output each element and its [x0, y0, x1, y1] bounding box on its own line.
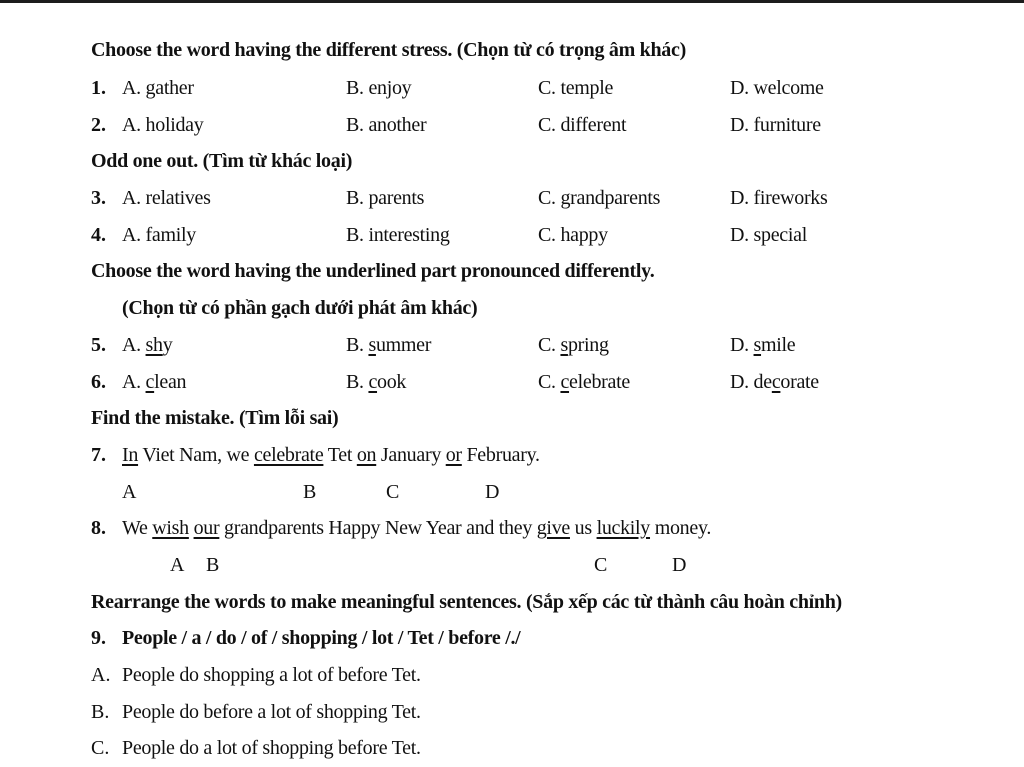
option-b: B. summer [346, 334, 432, 356]
question-number: 9. [91, 627, 106, 649]
option-d: D. special [730, 224, 807, 246]
answer-label: A. [91, 664, 111, 686]
option-c: C. happy [538, 224, 608, 246]
option-a: A. gather [122, 77, 194, 99]
option-c: C. spring [538, 334, 609, 356]
mark-label-b: B [206, 554, 220, 576]
option-c: C. grandparents [538, 187, 661, 209]
sentence: In Viet Nam, we celebrate Tet on January or February. [122, 444, 540, 466]
question-number: 8. [91, 517, 106, 539]
question-number: 7. [91, 444, 106, 466]
option-b: B. cook [346, 371, 407, 393]
section-heading-pronunciation: Choose the word having the underlined part pronounced differently. [91, 260, 655, 282]
option-d: D. furniture [730, 114, 821, 136]
question-number: 1. [91, 77, 106, 99]
mark-label-c: C [594, 554, 608, 576]
option-a: A. relatives [122, 187, 211, 209]
section-heading-mistake: Find the mistake. (Tìm lỗi sai) [91, 407, 339, 429]
option-d: D. decorate [730, 371, 819, 393]
option-d: D. fireworks [730, 187, 828, 209]
answer-label: B. [91, 701, 110, 723]
section-heading-rearrange: Rearrange the words to make meaningful sentences. (Sắp xếp các từ thành câu hoàn chỉnh) [91, 591, 842, 613]
option-a: A. family [122, 224, 196, 246]
top-border [0, 0, 1024, 3]
question-number: 4. [91, 224, 106, 246]
option-b: B. enjoy [346, 77, 412, 99]
mark-label-c: C [386, 481, 400, 503]
question-number: 3. [91, 187, 106, 209]
mark-label-d: D [672, 554, 687, 576]
answer-text: People do a lot of shopping before Tet. [122, 737, 421, 759]
section-heading-stress: Choose the word having the different stress. (Chọn từ có trọng âm khác) [91, 39, 686, 61]
option-c: C. celebrate [538, 371, 630, 393]
answer-text: People do shopping a lot of before Tet. [122, 664, 421, 686]
option-b: B. interesting [346, 224, 450, 246]
option-a: A. clean [122, 371, 187, 393]
option-b: B. another [346, 114, 427, 136]
question-number: 5. [91, 334, 106, 356]
option-a: A. shy [122, 334, 173, 356]
option-a: A. holiday [122, 114, 204, 136]
option-c: C. temple [538, 77, 614, 99]
question-prompt: People / a / do / of / shopping / lot / Tet / before /./ [122, 627, 521, 649]
section-heading-odd: Odd one out. (Tìm từ khác loại) [91, 150, 353, 172]
answer-text: People do before a lot of shopping Tet. [122, 701, 421, 723]
answer-label: C. [91, 737, 110, 759]
mark-label-a: A [122, 481, 137, 503]
option-d: D. smile [730, 334, 796, 356]
section-heading-pronunciation-vi: (Chọn từ có phần gạch dưới phát âm khác) [122, 297, 478, 319]
option-c: C. different [538, 114, 627, 136]
option-d: D. welcome [730, 77, 824, 99]
question-number: 6. [91, 371, 106, 393]
mark-label-d: D [485, 481, 500, 503]
sentence: We wish our grandparents Happy New Year and they give us luckily money. [122, 517, 712, 539]
question-number: 2. [91, 114, 106, 136]
mark-label-b: B [303, 481, 317, 503]
option-b: B. parents [346, 187, 425, 209]
mark-label-a: A [170, 554, 185, 576]
